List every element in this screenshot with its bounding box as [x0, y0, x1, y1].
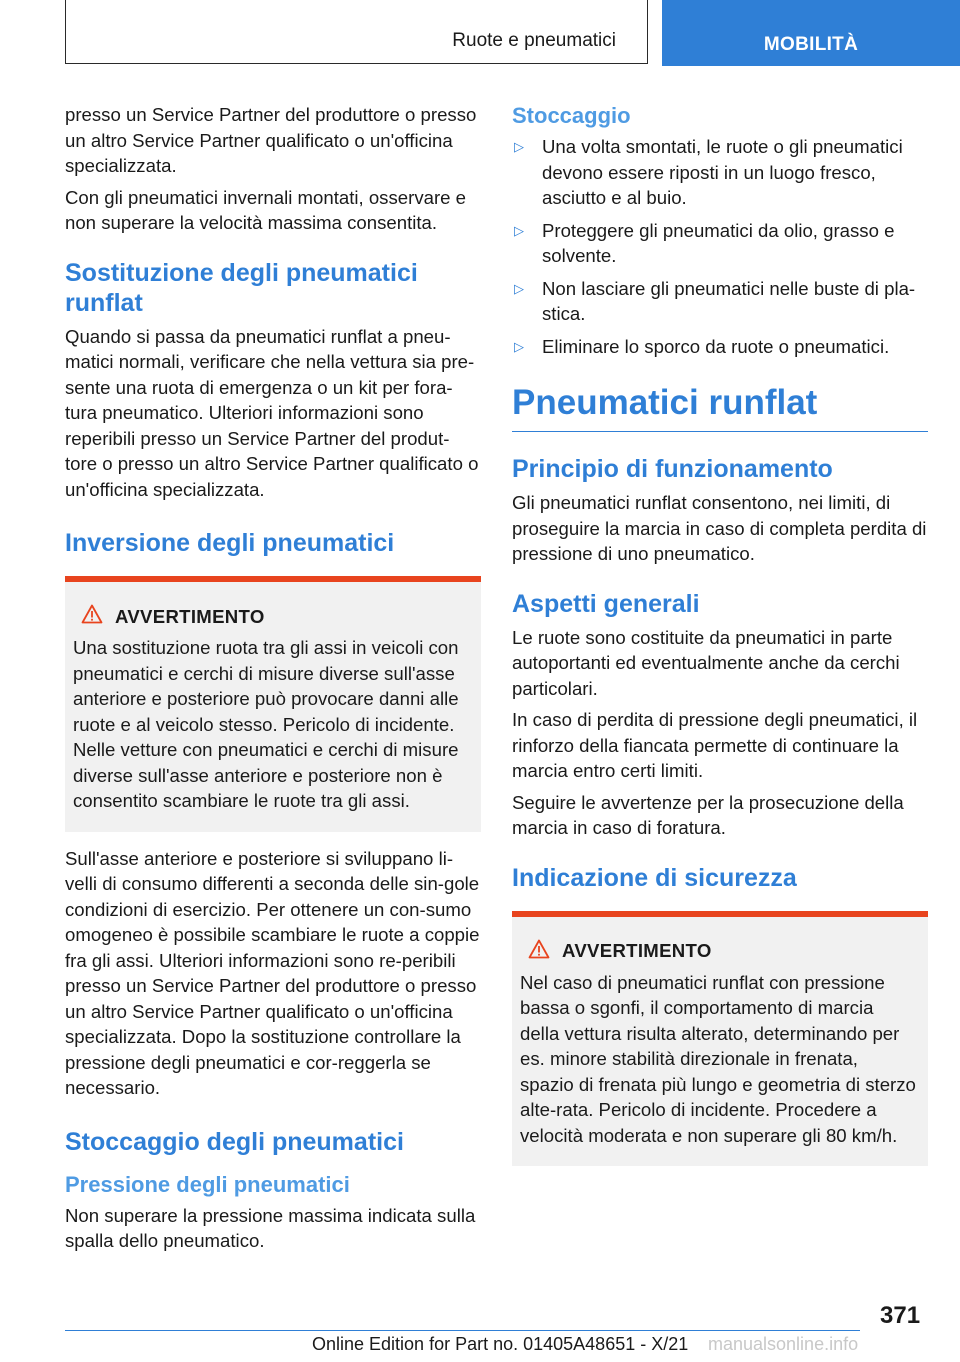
left-column — [65, 102, 481, 1260]
warning-triangle-icon — [81, 604, 103, 629]
heading-tire-pressure: Pressione degli pneumatici — [65, 1171, 350, 1197]
list-item-text: Una volta smontati, le ruote o gli pneumatici devono essere riposti in un luogo fresco, asciutto e al buio. — [542, 136, 903, 208]
paragraph: Sull'asse anteriore e posteriore si sviluppano li-velli di consumo differenti a seconda delle sin-gole condizioni di esercizio. Per ottenere un con-sumo omogeneo è possibile scambiare le ruote a coppie fra gli assi. Ulteriori informazioni sono re-peribili presso un Service Partner del produttore o presso un altro Service Partner qualificato o un'officina specializzata. Dopo la sostituzione controllare la pressione degli pneumatici e cor-reggerla se necessario. — [65, 847, 480, 1098]
warning-header — [528, 939, 916, 964]
page-number: 371 — [880, 1302, 921, 1329]
heading-runflat-replacement: Sostituzione degli pneumatici runflat — [65, 258, 418, 317]
right-column — [512, 102, 928, 1180]
warning-box — [65, 576, 481, 832]
storage-list — [512, 134, 928, 359]
footer-divider — [65, 1330, 860, 1331]
warning-box — [512, 911, 928, 1167]
paragraph: Quando si passa da pneumatici runflat a pneu-matici normali, verificare che nella vettura sia pre-sente una ruota di emergenza o un kit per fora-tura pneumatico. Ulteriori informazioni sono reperibili presso un Service Partner del produt-tore o presso un altro Service Partner qualificato o un'officina specializzata. — [65, 325, 479, 500]
triangle-right-icon: ▷ — [514, 280, 524, 296]
heading-tire-storage: Stoccaggio degli pneumatici — [65, 1127, 404, 1156]
warning-text: Nel caso di pneumatici runflat con pressione bassa o sgonfi, il comportamento di marcia della vettura risulta alterato, determinando per es. minore stabilità direzionale in frenata, spazio di frenata più lungo e geometria di sterzo alte-rata. Pericolo di incidente. Procedere a velocità moderata e non superare gli 80 km/h. — [520, 971, 916, 1146]
list-item-text: Eliminare lo sporco da ruote o pneumatici. — [542, 335, 890, 357]
list-item — [512, 276, 928, 327]
warning-title: AVVERTIMENTO — [115, 605, 265, 627]
list-item — [512, 134, 928, 211]
heading-general-aspects: Aspetti generali — [512, 589, 700, 618]
triangle-right-icon: ▷ — [514, 338, 524, 354]
triangle-right-icon: ▷ — [514, 222, 524, 238]
heading-operating-principle: Principio di funzionamento — [512, 455, 833, 483]
triangle-right-icon: ▷ — [514, 139, 524, 154]
warning-title: AVVERTIMENTO — [562, 940, 712, 961]
paragraph: In caso di perdita di pressione degli pneumatici, il rinforzo della fiancata permette di continuare la marcia entro certi limiti. — [512, 709, 918, 781]
paragraph: Gli pneumatici runflat consentono, nei limiti, di proseguire la marcia in caso di completa perdita di pressione di uno pneumatico. — [512, 492, 927, 564]
warning-text: Una sostituzione ruota tra gli assi in veicoli con pneumatici e cerchi di misure diverse sull'asse anteriore e posteriore può provocare danni alle ruote e al veicolo stesso. Pericolo di incidente. Nelle vetture con pneumatici e cerchi di misure diverse sull'asse anteriore e posteriore non è consentito scambiare le ruote tra gli assi. — [73, 637, 459, 811]
section-title: Ruote e pneumatici — [452, 30, 616, 51]
paragraph: Seguire le avvertenze per la prosecuzione della marcia in caso di foratura. — [512, 791, 904, 838]
list-item — [512, 218, 928, 269]
heading-storage: Stoccaggio — [512, 103, 631, 128]
warning-triangle-icon — [528, 939, 550, 964]
edition-note: Online Edition for Part no. 01405A48651 - X/21 — [312, 1334, 689, 1354]
site-watermark: manualsonline.info — [708, 1334, 859, 1354]
heading-safety-note: Indicazione di sicurezza — [512, 863, 797, 892]
chapter-tab: MOBILITÀ — [662, 0, 960, 66]
paragraph: Le ruote sono costituite da pneumatici in parte autoportanti ed eventualmente anche da cerchi particolari. — [512, 626, 900, 699]
chapter-title: Pneumatici runflat — [512, 381, 928, 432]
heading-tire-rotation: Inversione degli pneumatici — [65, 529, 395, 557]
list-item-text: Proteggere gli pneumatici da olio, grasso e solvente. — [542, 219, 895, 266]
list-item-text: Non lasciare gli pneumatici nelle buste di pla-stica. — [542, 277, 916, 324]
paragraph: presso un Service Partner del produttore o presso un altro Service Partner qualificato o un'officina specializzata. — [65, 104, 477, 176]
warning-header — [81, 604, 469, 629]
list-item — [512, 334, 928, 360]
paragraph: Con gli pneumatici invernali montati, osservare e non superare la velocità massima consentita. — [65, 186, 466, 233]
paragraph: Non superare la pressione massima indicata sulla spalla dello pneumatico. — [65, 1204, 476, 1251]
